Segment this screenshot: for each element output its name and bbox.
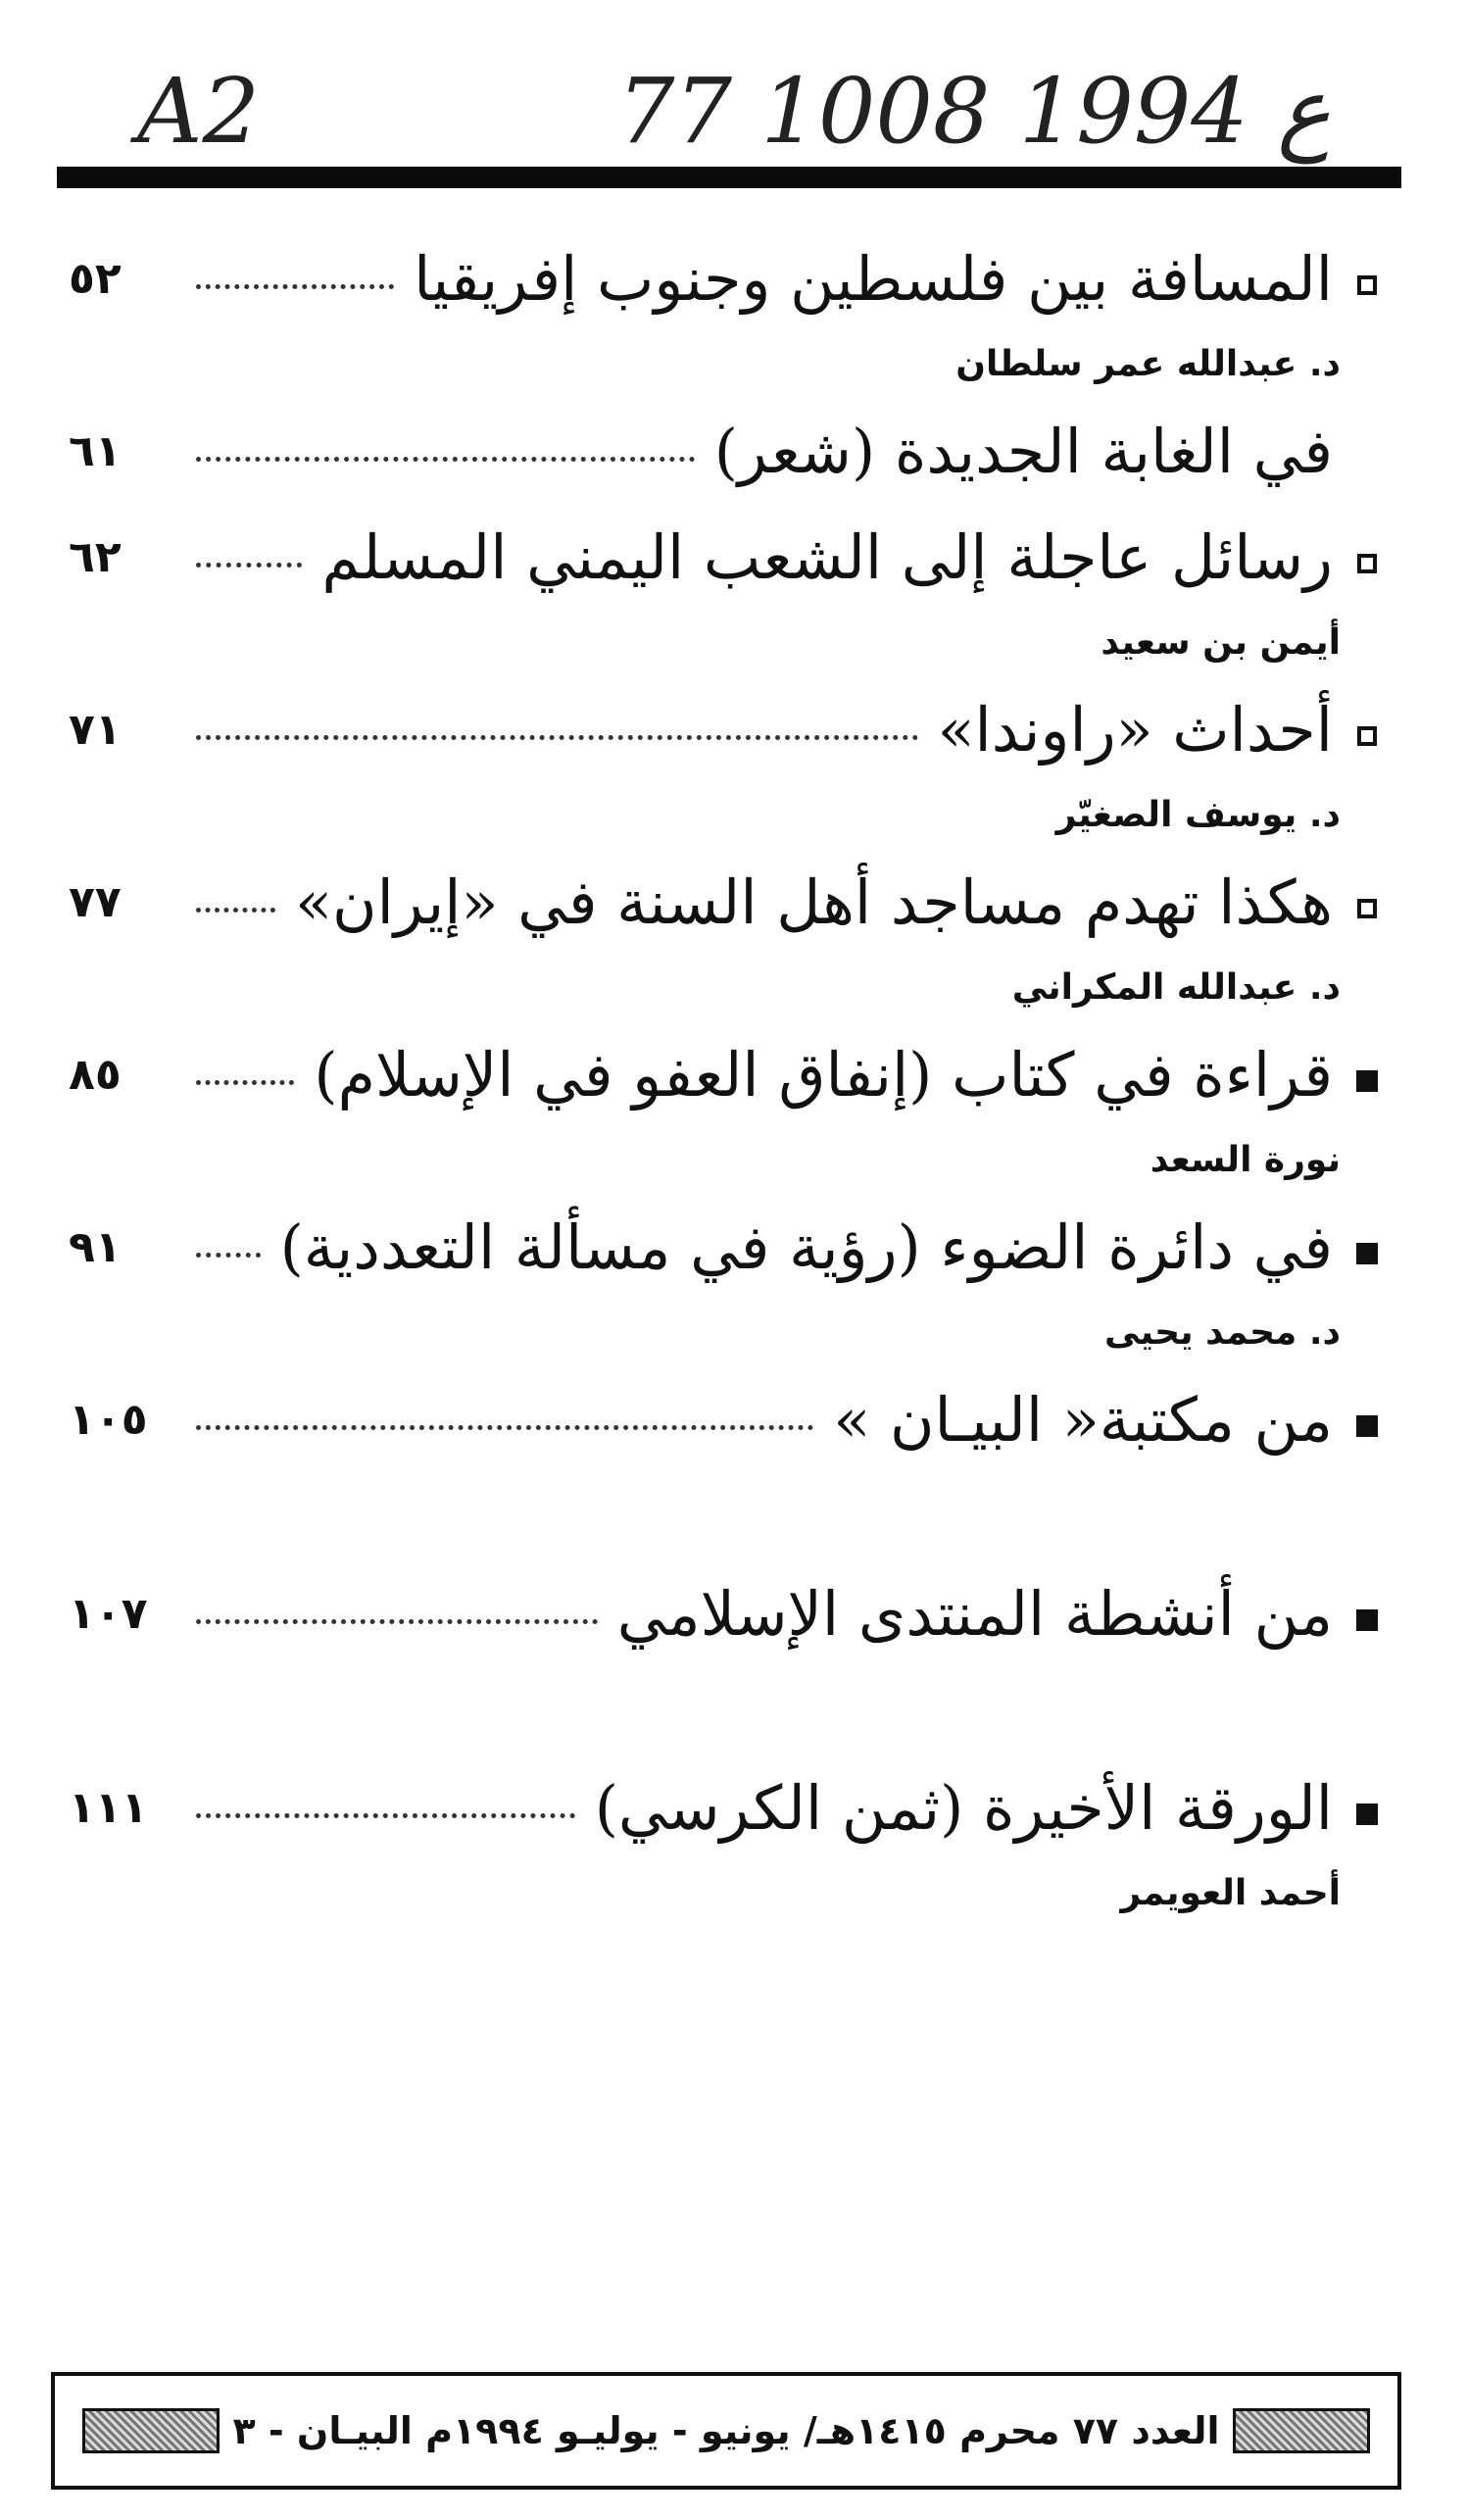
entry-author: نورة السعد (1150, 1140, 1341, 1180)
entry-title: رسائل عاجلة إلى الشعب اليمني المسلم (321, 520, 1333, 593)
footer-issue-info: العدد ٧٧ محرم ١٤١٥هـ/ يونيو - يوليـو ١٩٩٤م البيـان - ٣ (232, 2409, 1220, 2452)
dot-leader (196, 1253, 261, 1258)
handwritten-code: A2 (137, 59, 260, 164)
filled-square-icon (1356, 1243, 1378, 1264)
dot-leader (196, 1619, 598, 1624)
open-square-icon (1357, 554, 1377, 573)
toc-entry[interactable] (59, 1021, 1401, 1127)
entry-title: من أنشطة المنتدى الإسلامي (616, 1577, 1333, 1650)
bullet-marker (1333, 1402, 1401, 1437)
toc-entry[interactable] (59, 849, 1401, 955)
entry-title: في الغابة الجديدة (شعر) (713, 415, 1333, 487)
filled-square-icon (1356, 1804, 1378, 1825)
toc-entry[interactable] (59, 1194, 1401, 1300)
toc-entry[interactable] (59, 504, 1401, 610)
entry-title: من مكتبة« البيـان » (833, 1383, 1333, 1456)
filled-square-icon (1356, 1609, 1378, 1631)
dot-leader (196, 1813, 575, 1818)
page-number: ٦٢ (69, 531, 122, 582)
bullet-marker (1333, 713, 1401, 746)
filled-square-icon (1356, 1070, 1378, 1092)
filled-square-icon (1356, 1415, 1378, 1437)
dot-leader (196, 563, 302, 568)
page-number: ١٠٥ (69, 1394, 148, 1445)
toc-entry[interactable] (59, 398, 1401, 504)
table-of-contents (59, 225, 1401, 1927)
entry-author: د. يوسف الصغيّر (1055, 795, 1341, 835)
bullet-marker (1333, 262, 1401, 295)
page-number: ٧٧ (69, 876, 122, 927)
top-rule (57, 167, 1401, 188)
bullet-marker (1333, 1229, 1401, 1264)
toc-entry[interactable] (59, 1560, 1401, 1666)
page-number: ١٠٧ (69, 1588, 148, 1639)
bullet-marker (1333, 1057, 1401, 1092)
toc-entry[interactable] (59, 676, 1401, 782)
toc-entry[interactable] (59, 1754, 1401, 1860)
entry-title: قراءة في كتاب (إنفاق العفو في الإسلام) (314, 1038, 1333, 1111)
page-number: ٦١ (69, 425, 122, 476)
dot-leader (196, 284, 394, 289)
entry-author: د. عبدالله عمر سلطان (955, 344, 1341, 384)
dot-leader (196, 1080, 294, 1085)
page-number: ٨٥ (69, 1049, 122, 1100)
entry-title: أحداث «راوندا» (937, 693, 1333, 766)
entry-author: د. محمد يحيى (1104, 1312, 1341, 1353)
dot-leader (196, 1425, 813, 1430)
bullet-marker (1333, 1790, 1401, 1825)
entry-title: في دائرة الضوء (رؤية في مسألة التعددية) (279, 1211, 1333, 1283)
handwritten-annotation (0, 49, 1468, 176)
page-footer (51, 2372, 1401, 2490)
page-number: ١١١ (69, 1782, 148, 1833)
hatched-box-right (1233, 2408, 1370, 2453)
hatched-box-left (82, 2408, 220, 2453)
bullet-marker (1333, 885, 1401, 918)
dot-leader (196, 457, 695, 462)
bullet-marker (1333, 1596, 1401, 1631)
dot-leader (196, 908, 275, 913)
page-number: ٧١ (69, 704, 122, 755)
entry-title: المسافة بين فلسطين وجنوب إفريقيا (414, 242, 1333, 315)
entry-author: د. عبدالله المكراني (1011, 967, 1341, 1008)
spacer (59, 1472, 1401, 1560)
open-square-icon (1357, 899, 1377, 918)
entry-title: الورقة الأخيرة (ثمن الكرسي) (594, 1771, 1333, 1844)
toc-entry[interactable] (59, 225, 1401, 331)
page-number: ٩١ (69, 1221, 122, 1272)
entry-title: هكذا تهدم مساجد أهل السنة في «إيران» (295, 865, 1333, 938)
handwritten-issue-info: 77 ع 1994 1008 (617, 59, 1331, 164)
bullet-marker (1333, 540, 1401, 573)
open-square-icon (1357, 275, 1377, 295)
toc-entry[interactable] (59, 1366, 1401, 1472)
entry-author: أحمد العويمر (1120, 1873, 1341, 1913)
page-number: ٥٢ (69, 253, 122, 304)
dot-leader (196, 735, 918, 740)
spacer (59, 1666, 1401, 1754)
open-square-icon (1357, 726, 1377, 746)
entry-author: أيمن بن سعيد (1101, 622, 1341, 663)
